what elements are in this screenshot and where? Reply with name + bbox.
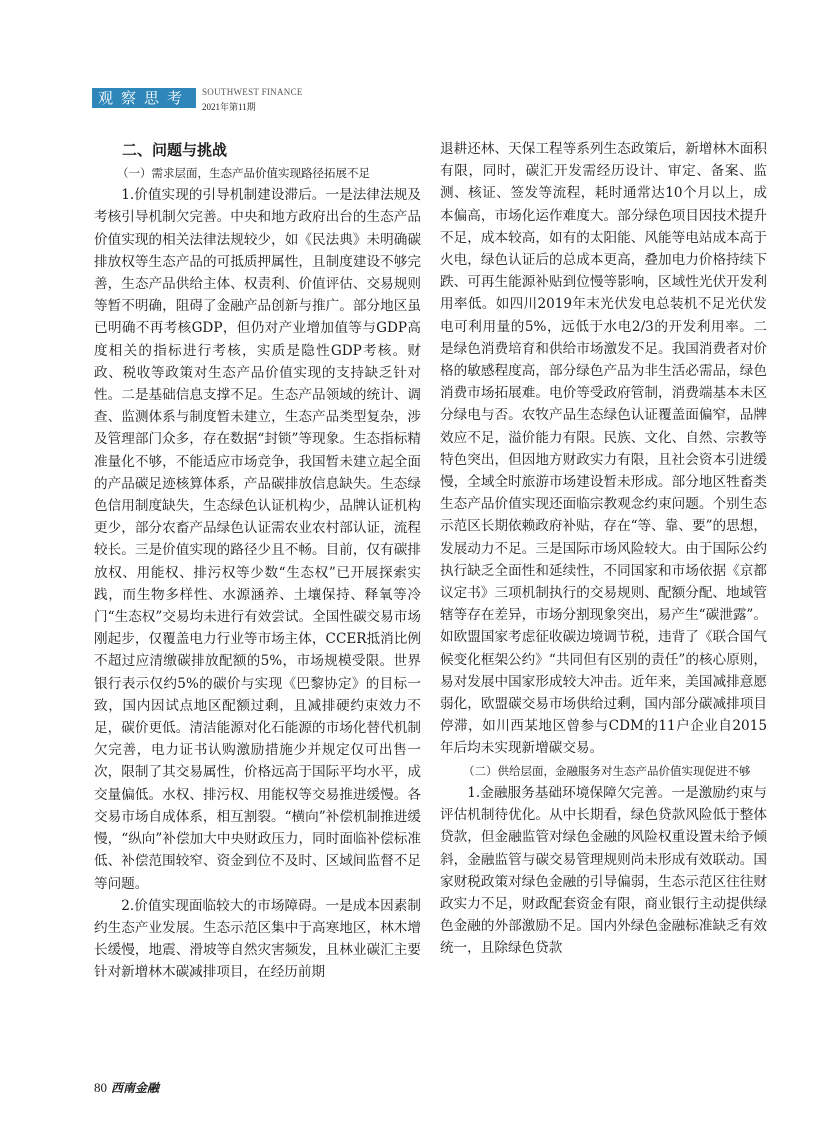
body-paragraph: 退耕还林、天保工程等系列生态政策后，新增林木面积有限，同时，碳汇开发需经历设计、审定、备案、监测、核证、签发等流程，耗时通常达10个月以上，成本偏高，市场化运作难度大。部分绿色项目因技术提升不足，成本较高，如有的太阳能、风能等电站成本高于火电，绿色认证后的总成本更高，叠加电力价格持续下跌、可再生能源补贴到位慢等影响，区域性光伏开发利用率低。如四川2019年末光伏发电总装机不足光伏发电可利用量的5%，远低于水电2/3的开发利用率。二是绿色消费培育和供给市场激发不足。我国消费者对价格的敏感程度高，部分绿色产品为非生活必需品，绿色消费市场拓展难。电价等受政府管制，消费端基本未区分绿电与否。农牧产品生态绿色认证覆盖面偏窄，品牌效应不足，溢价能力有限。民族、文化、自然、宗教等特色突出，但因地方财政实力有限，且社会资本引进缓慢，全域全时旅游市场建设暂未形成。部分地区牲畜类生态产品价值实现还面临宗教观念约束问题。个别生态示范区长期依赖政府补贴，存在“等、靠、要”的思想，发展动力不足。三是国际市场风险较大。由于国际公约执行缺乏全面性和延续性，不同国家和市场依据《京都议定书》三项机制执行的交易规则、配额分配、地域管辖等存在差异，市场分割现象突出，易产生“碳泄露”。如欧盟国家考虑征收碳边境调节税，违背了《联合国气候变化框架公约》“共同但有区别的责任”的核心原则，易对发展中国家形成较大冲击。近年来，美国减排意愿弱化，欧盟碳交易市场供给过剩，国内部分碳减排项目停滞，如川西某地区曾参与CDM的11户企业自2015年后均未实现新增碳交易。 — [440, 141, 767, 757]
section-title: 二、问题与挑战 — [122, 141, 228, 159]
body-paragraph: 1.价值实现的引导机制建设滞后。一是法律法规及考核引导机制欠完善。中央和地方政府出台的生态产品价值实现的相关法律法规较少，如《民法典》未明确碳排放权等生态产品的可抵质押属性，且制度建设不够完善，生态产品供给主体、权责利、价值评估、交易规则等暂不明确，阻碍了金融产品创新与推广。部分地区虽已明确不再考核GDP，但仍对产业增加值等与GDP高度相关的指标进行考核，实质是隐性GDP考核。财政、税收等政策对生态产品价值实现的支持缺乏针对性。二是基础信息支撑不足。生态产品领域的统计、调查、监测体系与制度暂未建立，生态产品类型复杂，涉及管理部门众多，存在数据“封锁”等现象。生态指标精准量化不够，不能适应市场竞争，我国暂未建立起全面的产品碳足迹核算体系，产品碳排放信息缺失。生态绿色信用制度缺失，生态绿色认证机构少，品牌认证机构更少，部分农畜产品绿色认证需农业农村部认证，流程较长。三是价值实现的路径少且不畅。目前，仅有碳排放权、用能权、排污权等少数“生态权”已开展探索实践，而生物多样性、水源涵养、土壤保持、释氧等冷门“生态权”交易均未进行有效尝试。全国性碳交易市场刚起步，仅覆盖电力行业等市场主体，CCER抵消比例不超过应清缴碳排放配额的5%，市场规模受限。世界银行表示仅约5%的碳价与实现《巴黎协定》的目标一致，国内因试点地区配额过剩，且减排硬约束效力不足，碳价更低。清洁能源对化石能源的市场化替代机制欠完善，电力证书认购激励措施少并规定仅可出售一次，限制了其交易属性，价格远高于国际平均水平，成交量偏低。水权、排污权、用能权等交易推进缓慢。各交易市场自成体系，相互割裂。“横向”补偿机制推进缓慢，“纵向”补偿加大中央财政压力，同时面临补偿标准低、补偿范围较窄、资金到位不及时、区域间监督不足等问题。 — [94, 187, 421, 892]
section-label: 观察思考 — [98, 89, 191, 107]
body-paragraph: 1.金融服务基础环境保障欠完善。一是激励约束与评估机制待优化。从中长期看，绿色贷款风险低于整体贷款，但金融监管对绿色金融的风险权重设置未给予倾斜，金融监管与碳交易管理规则尚未形成有效联动。国家财税政策对绿色金融的引导偏弱，生态示范区往往财政实力不足，财政配套资金有限，商业银行主动提供绿色金融的外部激励不足。国内外绿色金融标准缺乏有效统一，且除绿色贷款 — [440, 784, 767, 957]
publication-name: 西南金融 — [111, 1081, 160, 1095]
page-footer — [94, 1079, 159, 1096]
page-number: 80 — [94, 1080, 107, 1095]
issue-label: 2021年第11期 — [202, 102, 256, 112]
subsection-heading: （二）供给层面，金融服务对生态产品价值实现促进不够 — [463, 763, 751, 778]
right-column — [440, 138, 767, 960]
journal-english-name: SOUTHWEST FINANCE — [202, 87, 303, 97]
subsection-heading: （一）需求层面，生态产品价值实现路径拓展不足 — [117, 166, 370, 180]
left-column — [94, 138, 421, 984]
body-paragraph: 2.价值实现面临较大的市场障碍。一是成本因素制约生态产业发展。生态示范区集中于高寒地区，林木增长缓慢，地震、滑坡等自然灾害频发，且林业碳汇主要针对新增林木碳减排项目，在经历前期 — [94, 897, 421, 981]
